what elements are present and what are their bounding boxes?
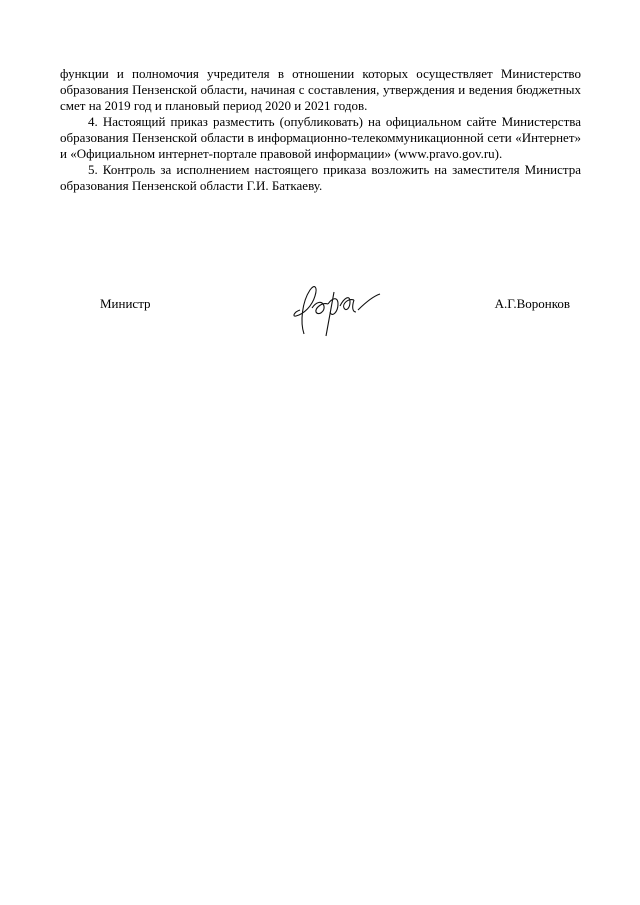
handwritten-signature xyxy=(282,272,382,342)
paragraph-item-5: 5. Контроль за исполнением настоящего приказа возложить на заместителя Министра образования Пензенской области Г.И. Баткаеву. xyxy=(60,162,581,193)
signatory-name: А.Г.Воронков xyxy=(494,296,570,311)
document-body xyxy=(60,66,581,194)
paragraph-continuation: функции и полномочия учредителя в отношении которых осуществляет Министерство образования Пензенской области, начиная с составления, утверждения и ведения бюджетных смет на 2019 год и плановый период 2020 и 2021 годов. xyxy=(60,66,581,113)
paragraph-item-4: 4. Настоящий приказ разместить (опубликовать) на официальном сайте Министерства образования Пензенской области в информационно-телекоммуникационной сети «Интернет» и «Официальном интернет-портале правовой информации» (www.pravo.gov.ru). xyxy=(60,114,581,161)
signatory-role: Министр xyxy=(100,296,151,311)
signature-block xyxy=(0,292,640,352)
